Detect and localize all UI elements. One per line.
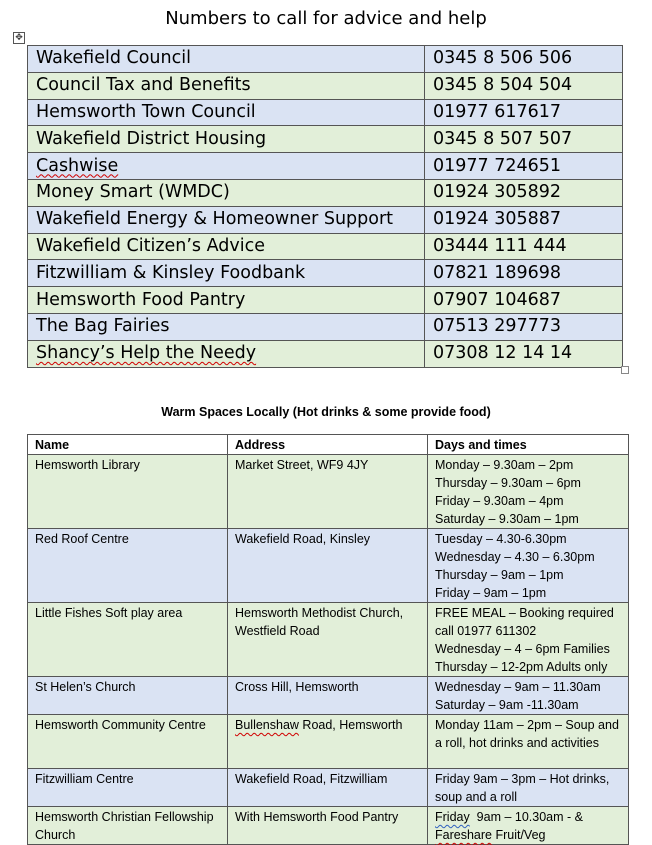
spellcheck-word: Shancy’s Help the Needy	[36, 343, 257, 364]
header-times: Days and times	[428, 435, 629, 455]
table-row	[28, 529, 629, 603]
spellcheck-word: Bullenshaw	[235, 718, 299, 732]
warm-spaces-title: Warm Spaces Locally (Hot drinks & some provide food)	[161, 405, 491, 419]
space-address: Cross Hill, Hemsworth	[228, 677, 428, 715]
table-row	[28, 233, 623, 260]
contact-name	[28, 340, 425, 367]
table-resize-handle[interactable]	[621, 366, 629, 374]
contact-phone: 01977 724651	[425, 153, 623, 180]
space-times	[428, 807, 629, 845]
contact-phone: 07821 189698	[425, 260, 623, 287]
time-line: Thursday – 12-2pm Adults only	[435, 660, 608, 674]
time-line: Wednesday – 4 – 6pm Families	[435, 642, 610, 656]
contact-name: Money Smart (WMDC)	[28, 179, 425, 206]
contacts-title: Numbers to call for advice and help	[165, 8, 487, 29]
table-row	[28, 153, 623, 180]
spellcheck-word: Cashwise	[36, 155, 119, 176]
space-name: Red Roof Centre	[28, 529, 228, 603]
time-line: FREE MEAL – Booking required call 01977 611302	[435, 606, 614, 638]
time-line: Monday – 9.30am – 2pm	[435, 458, 574, 472]
table-row	[28, 677, 629, 715]
table-row	[28, 340, 623, 367]
contact-name: Wakefield District Housing	[28, 126, 425, 153]
contact-name: Wakefield Citizen’s Advice	[28, 233, 425, 260]
space-address: Market Street, WF9 4JY	[228, 455, 428, 529]
contact-name: Fitzwilliam & Kinsley Foodbank	[28, 260, 425, 287]
table-row	[28, 287, 623, 314]
time-end: Fruit/Veg	[491, 828, 546, 842]
table-row	[28, 715, 629, 769]
time-line: Saturday – 9.30am – 1pm	[435, 512, 579, 526]
space-times	[428, 529, 629, 603]
space-times	[428, 715, 629, 769]
time-line: Friday 9am – 3pm – Hot drinks, soup and a roll	[435, 772, 610, 804]
space-name: Little Fishes Soft play area	[28, 603, 228, 677]
time-line: Thursday – 9.30am – 6pm	[435, 476, 581, 490]
contact-phone: 01977 617617	[425, 99, 623, 126]
contact-name	[28, 153, 425, 180]
space-address: Wakefield Road, Kinsley	[228, 529, 428, 603]
table-row	[28, 126, 623, 153]
space-name: St Helen’s Church	[28, 677, 228, 715]
time-line: Tuesday – 4.30-6.30pm	[435, 532, 567, 546]
table-row	[28, 603, 629, 677]
space-times	[428, 677, 629, 715]
table-move-handle-icon[interactable]: ✥	[13, 32, 25, 44]
contact-phone: 07513 297773	[425, 313, 623, 340]
contact-phone: 07308 12 14 14	[425, 340, 623, 367]
table-row	[28, 807, 629, 845]
time-line: Friday – 9.30am – 4pm	[435, 494, 564, 508]
address-rest: Road, Hemsworth	[298, 718, 403, 732]
time-line: Saturday – 9am -11.30am	[435, 698, 579, 712]
contacts-table	[27, 45, 623, 368]
space-address	[228, 715, 428, 769]
contact-name: Hemsworth Food Pantry	[28, 287, 425, 314]
spellcheck-word: Fareshare	[435, 828, 492, 842]
contact-phone: 03444 111 444	[425, 233, 623, 260]
time-rest: 9am – 10.30am - &	[469, 810, 583, 824]
table-header-row	[28, 435, 629, 455]
space-times	[428, 603, 629, 677]
table-row	[28, 206, 623, 233]
space-address: Wakefield Road, Fitzwilliam	[228, 769, 428, 807]
contact-phone: 0345 8 507 507	[425, 126, 623, 153]
contact-name: Council Tax and Benefits	[28, 72, 425, 99]
header-name: Name	[28, 435, 228, 455]
contact-name: Wakefield Council	[28, 46, 425, 73]
time-line: Wednesday – 9am – 11.30am	[435, 680, 601, 694]
time-line: Friday – 9am – 1pm	[435, 586, 547, 600]
table-row	[28, 455, 629, 529]
contact-phone: 0345 8 504 504	[425, 72, 623, 99]
header-address: Address	[228, 435, 428, 455]
space-address: Hemsworth Methodist Church, Westfield Road	[228, 603, 428, 677]
time-line: Thursday – 9am – 1pm	[435, 568, 564, 582]
table-row	[28, 769, 629, 807]
table-row	[28, 313, 623, 340]
table-row	[28, 46, 623, 73]
time-line: Wednesday – 4.30 – 6.30pm	[435, 550, 595, 564]
contact-phone: 01924 305887	[425, 206, 623, 233]
table-row	[28, 99, 623, 126]
space-name: Fitzwilliam Centre	[28, 769, 228, 807]
grammar-word: Friday	[435, 810, 470, 824]
space-address: With Hemsworth Food Pantry	[228, 807, 428, 845]
contact-phone: 0345 8 506 506	[425, 46, 623, 73]
space-times	[428, 769, 629, 807]
contact-name: Hemsworth Town Council	[28, 99, 425, 126]
contact-phone: 07907 104687	[425, 287, 623, 314]
table-row	[28, 260, 623, 287]
space-name: Hemsworth Library	[28, 455, 228, 529]
space-times	[428, 455, 629, 529]
space-name: Hemsworth Christian Fellowship Church	[28, 807, 228, 845]
contact-name: The Bag Fairies	[28, 313, 425, 340]
contact-name: Wakefield Energy & Homeowner Support	[28, 206, 425, 233]
table-row	[28, 179, 623, 206]
space-name: Hemsworth Community Centre	[28, 715, 228, 769]
warm-spaces-table	[27, 434, 629, 845]
time-line: Monday 11am – 2pm – Soup and a roll, hot drinks and activities	[435, 718, 619, 750]
contact-phone: 01924 305892	[425, 179, 623, 206]
table-row	[28, 72, 623, 99]
